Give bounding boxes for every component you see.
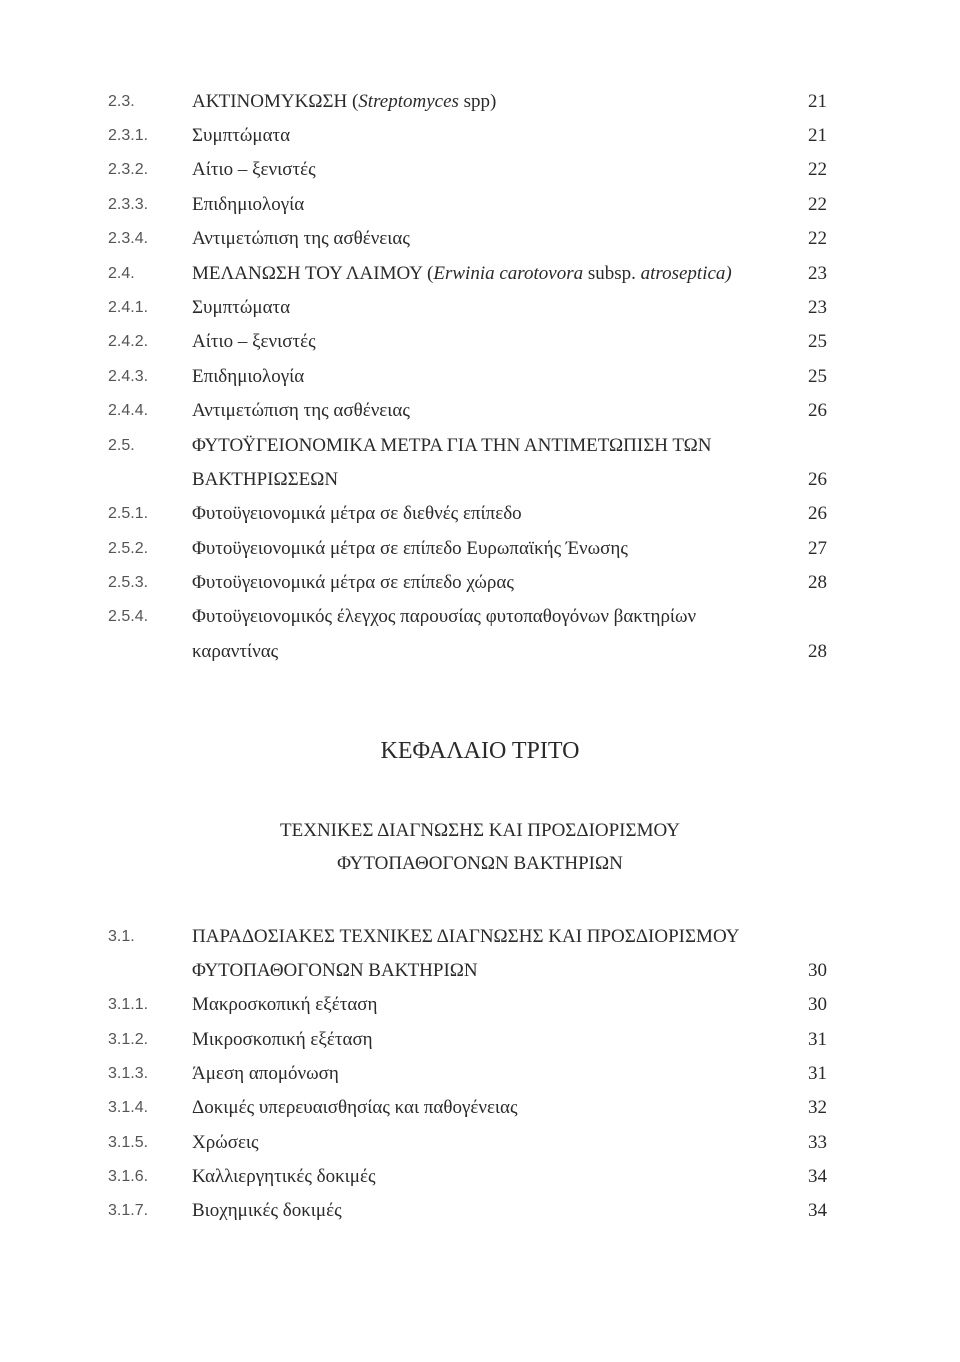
entry-number: 2.3.4. (108, 230, 149, 247)
entry-title: Φυτοϋγειονομικά μέτρα σε διεθνές επίπεδο (192, 503, 522, 524)
toc-entry (0, 956, 960, 986)
toc-entry (0, 431, 960, 461)
entry-title: Μικροσκοπική εξέταση (192, 1029, 373, 1050)
entry-title-italic: Erwinia carotovora (433, 263, 584, 284)
entry-title: ΠΑΡΑΔΟΣΙΑΚΕΣ ΤΕΧΝΙΚΕΣ ΔΙΑΓΝΩΣΗΣ ΚΑΙ ΠΡΟΣΔΙΟΡΙΣΜΟΥ (192, 926, 740, 947)
toc-entry (0, 1196, 960, 1226)
toc-entry (0, 990, 960, 1020)
entry-page: 30 (808, 994, 827, 1015)
entry-title: Φυτοϋγειονομικά μέτρα σε επίπεδο χώρας (192, 572, 514, 593)
toc-entry (0, 602, 960, 632)
toc-entry (0, 293, 960, 323)
toc-entry (0, 1025, 960, 1055)
entry-title: Μακροσκοπική εξέταση (192, 994, 378, 1015)
entry-number: 2.5. (108, 437, 135, 454)
entry-number: 2.3. (108, 93, 135, 110)
toc-entry (0, 224, 960, 254)
entry-title: ΦΥΤΟΫΓΕΙΟΝΟΜΙΚΑ ΜΕΤΡΑ ΓΙΑ ΤΗΝ ΑΝΤΙΜΕΤΩΠΙΣΗ ΤΩΝ (192, 435, 712, 456)
toc-entry (0, 534, 960, 564)
entry-page: 34 (808, 1166, 827, 1187)
entry-title: Συμπτώματα (192, 125, 291, 146)
entry-number: 2.4.2. (108, 333, 149, 350)
entry-title: Επιδημιολογία (192, 366, 305, 387)
entry-title: Φυτοϋγειονομικός έλεγχος παρουσίας φυτοπαθογόνων βακτηρίων (192, 606, 697, 627)
toc-entry (0, 568, 960, 598)
entry-number: 2.3.2. (108, 161, 149, 178)
entry-title: Καλλιεργητικές δοκιμές (192, 1166, 376, 1187)
entry-page: 34 (808, 1200, 827, 1221)
toc-entry (0, 155, 960, 185)
entry-page: 22 (808, 228, 827, 249)
entry-page: 26 (808, 469, 827, 490)
entry-page: 21 (808, 125, 827, 146)
entry-page: 33 (808, 1132, 827, 1153)
entry-number: 2.5.4. (108, 608, 149, 625)
entry-number: 2.4.3. (108, 368, 149, 385)
toc-entry (0, 87, 960, 117)
entry-title: Αίτιο – ξενιστές (192, 331, 316, 352)
entry-title: Δοκιμές υπερευαισθησίας και παθογένειας (192, 1097, 518, 1118)
entry-page: 23 (808, 297, 827, 318)
entry-page: 25 (808, 331, 827, 352)
toc-entry (0, 465, 960, 495)
entry-title: Χρώσεις (192, 1132, 259, 1153)
entry-number: 2.4.1. (108, 299, 149, 316)
entry-page: 28 (808, 641, 827, 662)
entry-number: 3.1.4. (108, 1099, 149, 1116)
entry-page: 31 (808, 1029, 827, 1050)
entry-number: 2.4. (108, 265, 135, 282)
toc-entry (0, 1128, 960, 1158)
entry-page: 25 (808, 366, 827, 387)
entry-page: 32 (808, 1097, 827, 1118)
entry-number: 2.4.4. (108, 402, 149, 419)
entry-title: Άμεση απομόνωση (192, 1063, 339, 1084)
entry-title-italic: Streptomyces (358, 91, 459, 112)
toc-entry (0, 1162, 960, 1192)
entry-title: Φυτοϋγειονομικά μέτρα σε επίπεδο Ευρωπαϊκής Ένωσης (192, 538, 628, 559)
entry-page: 21 (808, 91, 827, 112)
chapter-heading: ΚΕΦΑΛΑΙΟ ΤΡΙΤΟ (380, 738, 580, 764)
entry-title: Συμπτώματα (192, 297, 291, 318)
entry-title: ΑΚΤΙΝΟΜΥΚΩΣΗ (Streptomyces spp) (192, 91, 497, 112)
toc-entry (0, 396, 960, 426)
toc-entry (0, 190, 960, 220)
toc-entry (0, 362, 960, 392)
toc-entry (0, 499, 960, 529)
toc-entry (0, 1059, 960, 1089)
entry-page: 30 (808, 960, 827, 981)
entry-title: Επιδημιολογία (192, 194, 305, 215)
entry-title: καραντίνας (192, 641, 279, 662)
toc-entry (0, 637, 960, 667)
entry-number: 2.5.2. (108, 540, 149, 557)
toc-entry (0, 1093, 960, 1123)
toc-entry (0, 922, 960, 952)
entry-number: 3.1.1. (108, 996, 149, 1013)
entry-number: 2.3.3. (108, 196, 149, 213)
entry-number: 3.1.3. (108, 1065, 149, 1082)
entry-title: Αίτιο – ξενιστές (192, 159, 316, 180)
chapter-subtitle-line-2: ΦΥΤΟΠΑΘΟΓΟΝΩΝ ΒΑΚΤΗΡΙΩΝ (337, 853, 623, 874)
entry-number: 3.1.6. (108, 1168, 149, 1185)
entry-number: 2.5.3. (108, 574, 149, 591)
entry-number: 3.1. (108, 928, 135, 945)
entry-title: Αντιμετώπιση της ασθένειας (192, 228, 410, 249)
entry-page: 31 (808, 1063, 827, 1084)
toc-entry (0, 327, 960, 357)
entry-page: 22 (808, 159, 827, 180)
entry-page: 23 (808, 263, 827, 284)
entry-title: Βιοχημικές δοκιμές (192, 1200, 342, 1221)
toc-entry (0, 259, 960, 289)
entry-page: 26 (808, 503, 827, 524)
entry-title: Αντιμετώπιση της ασθένειας (192, 400, 410, 421)
entry-number: 3.1.7. (108, 1202, 149, 1219)
entry-page: 22 (808, 194, 827, 215)
entry-title: ΦΥΤΟΠΑΘΟΓΟΝΩΝ ΒΑΚΤΗΡΙΩΝ (192, 960, 478, 981)
entry-page: 28 (808, 572, 827, 593)
entry-title: ΒΑΚΤΗΡΙΩΣΕΩΝ (192, 469, 339, 490)
entry-number: 2.5.1. (108, 505, 149, 522)
entry-number: 3.1.5. (108, 1134, 149, 1151)
entry-title-italic: atroseptica) (640, 263, 732, 284)
entry-page: 26 (808, 400, 827, 421)
entry-number: 3.1.2. (108, 1031, 149, 1048)
chapter-subtitle-line-1: ΤΕΧΝΙΚΕΣ ΔΙΑΓΝΩΣΗΣ ΚΑΙ ΠΡΟΣΔΙΟΡΙΣΜΟΥ (280, 820, 680, 841)
entry-page: 27 (808, 538, 827, 559)
toc-entry (0, 121, 960, 151)
entry-number: 2.3.1. (108, 127, 149, 144)
entry-title: ΜΕΛΑΝΩΣΗ ΤΟΥ ΛΑΙΜΟΥ (Erwinia carotovora subsp. atroseptica) (192, 263, 732, 284)
